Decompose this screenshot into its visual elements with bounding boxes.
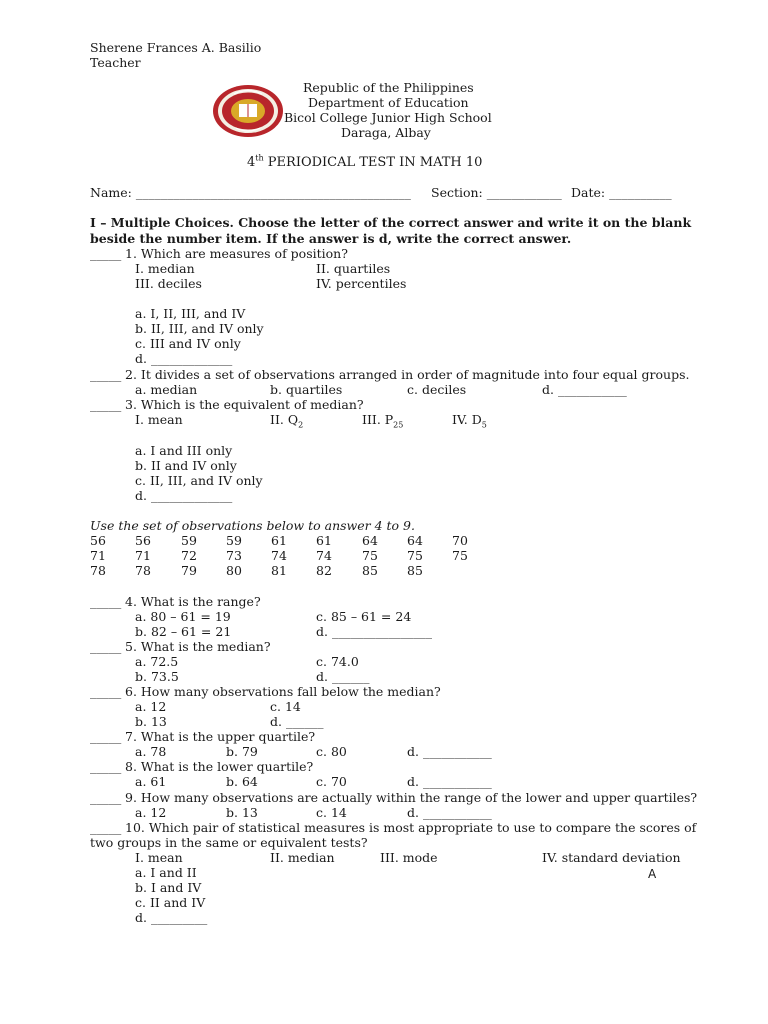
q6-choice-a: a. 12 bbox=[135, 699, 167, 714]
q2-choice-b: b. quartiles bbox=[270, 382, 343, 397]
observation-value: 59 bbox=[226, 533, 242, 548]
q1-item-1: I. median bbox=[135, 261, 195, 276]
q10-choice-c: c. II and IV bbox=[135, 895, 206, 910]
test-title: 4th PERIODICAL TEST IN MATH 10 bbox=[247, 153, 483, 170]
observation-value: 81 bbox=[271, 563, 287, 578]
q1-answer-blank[interactable]: _____ bbox=[90, 246, 122, 261]
q9-choice-c: c. 14 bbox=[316, 805, 347, 820]
q7-answer-blank[interactable]: _____ bbox=[90, 729, 122, 744]
observations-intro: Use the set of observations below to answer 4 to 9. bbox=[90, 518, 415, 533]
location-line: Daraga, Albay bbox=[341, 125, 431, 140]
q6-choice-b: b. 13 bbox=[135, 714, 167, 729]
name-field[interactable]: Name: ____________________________________________ bbox=[90, 185, 411, 200]
q2-choice-a: a. median bbox=[135, 382, 198, 397]
q10-text-line-1: 10. Which pair of statistical measures is most appropriate to use to compare the scores of bbox=[125, 820, 697, 835]
name-label: Name: bbox=[90, 185, 132, 200]
observation-value: 75 bbox=[452, 548, 468, 563]
observation-value: 71 bbox=[90, 548, 106, 563]
instructions-line-2: beside the number item. If the answer is d, write the correct answer. bbox=[90, 231, 572, 246]
q7-choice-c: c. 80 bbox=[316, 744, 347, 759]
q9-choice-b: b. 13 bbox=[226, 805, 258, 820]
section-label: Section: bbox=[431, 185, 483, 200]
observation-value: 61 bbox=[271, 533, 287, 548]
q3-answer-blank[interactable]: _____ bbox=[90, 397, 122, 412]
school-seal-logo bbox=[212, 84, 284, 138]
observation-value: 75 bbox=[362, 548, 378, 563]
q5-choice-c: c. 74.0 bbox=[316, 654, 359, 669]
q8-choice-c: c. 70 bbox=[316, 774, 347, 789]
corner-mark: A bbox=[648, 867, 657, 881]
observation-value: 59 bbox=[181, 533, 197, 548]
q10-choice-a: a. I and II bbox=[135, 865, 197, 880]
observation-value: 64 bbox=[362, 533, 378, 548]
republic-line: Republic of the Philippines bbox=[303, 80, 474, 95]
q1-choice-b: b. II, III, and IV only bbox=[135, 321, 264, 336]
q9-text: 9. How many observations are actually within the range of the lower and upper quartiles? bbox=[125, 790, 698, 805]
observation-value: 72 bbox=[181, 548, 197, 563]
department-line: Department of Education bbox=[308, 95, 469, 110]
q9-choice-d[interactable]: d. ___________ bbox=[407, 805, 492, 820]
q1-choice-a: a. I, II, III, and IV bbox=[135, 306, 246, 321]
q3-item-4: IV. $D_5$ bbox=[452, 412, 487, 430]
q3-choice-d[interactable]: d. _____________ bbox=[135, 488, 233, 503]
q10-answer-blank[interactable]: _____ bbox=[90, 820, 122, 835]
q3-text: 3. Which is the equivalent of median? bbox=[125, 397, 364, 412]
q7-choice-d[interactable]: d. ___________ bbox=[407, 744, 492, 759]
observation-value: 78 bbox=[90, 563, 106, 578]
observation-value: 78 bbox=[135, 563, 151, 578]
q6-choice-c: c. 14 bbox=[270, 699, 301, 714]
q4-choice-d[interactable]: d. ________________ bbox=[316, 624, 432, 639]
teacher-name: Sherene Frances A. Basilio bbox=[90, 40, 262, 55]
q2-choice-c: c. deciles bbox=[407, 382, 467, 397]
q3-item-3: III. $P_{25}$ bbox=[362, 412, 404, 430]
q5-choice-b: b. 73.5 bbox=[135, 669, 179, 684]
q3-item-1: I. mean bbox=[135, 412, 183, 427]
q1-item-2: II. quartiles bbox=[316, 261, 391, 276]
q6-answer-blank[interactable]: _____ bbox=[90, 684, 122, 699]
observation-value: 79 bbox=[181, 563, 197, 578]
observation-value: 73 bbox=[226, 548, 242, 563]
q2-choice-d[interactable]: d. ___________ bbox=[542, 382, 627, 397]
q1-item-3: III. deciles bbox=[135, 276, 202, 291]
q1-choice-d[interactable]: d. _____________ bbox=[135, 351, 233, 366]
q7-choice-b: b. 79 bbox=[226, 744, 258, 759]
q8-choice-b: b. 64 bbox=[226, 774, 258, 789]
observation-value: 74 bbox=[316, 548, 332, 563]
section-field[interactable]: Section: ____________ bbox=[431, 185, 562, 200]
q4-answer-blank[interactable]: _____ bbox=[90, 594, 122, 609]
q5-choice-a: a. 72.5 bbox=[135, 654, 179, 669]
q8-choice-d[interactable]: d. ___________ bbox=[407, 774, 492, 789]
q3-item-2: II. $Q_2$ bbox=[270, 412, 304, 430]
q2-text: 2. It divides a set of observations arranged in order of magnitude into four equal groups. bbox=[125, 367, 690, 382]
observation-value: 64 bbox=[407, 533, 423, 548]
q10-item-1: I. mean bbox=[135, 850, 183, 865]
q7-choice-a: a. 78 bbox=[135, 744, 167, 759]
observation-value: 82 bbox=[316, 563, 332, 578]
q2-answer-blank[interactable]: _____ bbox=[90, 367, 122, 382]
observation-value: 74 bbox=[271, 548, 287, 563]
observation-value: 85 bbox=[407, 563, 423, 578]
q8-text: 8. What is the lower quartile? bbox=[125, 759, 314, 774]
q1-text: 1. Which are measures of position? bbox=[125, 246, 348, 261]
observation-value: 85 bbox=[362, 563, 378, 578]
school-line: Bicol College Junior High School bbox=[284, 110, 492, 125]
q6-text: 6. How many observations fall below the median? bbox=[125, 684, 441, 699]
q10-item-4: IV. standard deviation bbox=[542, 850, 681, 865]
q10-item-2: II. median bbox=[270, 850, 335, 865]
q10-choice-b: b. I and IV bbox=[135, 880, 202, 895]
q1-item-4: IV. percentiles bbox=[316, 276, 407, 291]
q10-item-3: III. mode bbox=[380, 850, 438, 865]
q1-choice-c: c. III and IV only bbox=[135, 336, 241, 351]
q8-answer-blank[interactable]: _____ bbox=[90, 759, 122, 774]
observation-value: 61 bbox=[316, 533, 332, 548]
q8-choice-a: a. 61 bbox=[135, 774, 167, 789]
observation-value: 71 bbox=[135, 548, 151, 563]
q4-text: 4. What is the range? bbox=[125, 594, 261, 609]
observation-value: 56 bbox=[135, 533, 151, 548]
q4-choice-a: a. 80 – 61 = 19 bbox=[135, 609, 231, 624]
q5-answer-blank[interactable]: _____ bbox=[90, 639, 122, 654]
q5-choice-d[interactable]: d. ______ bbox=[316, 669, 370, 684]
q10-text-line-2: two groups in the same or equivalent tests? bbox=[90, 835, 368, 850]
date-field[interactable]: Date: __________ bbox=[571, 185, 672, 200]
q3-choice-c: c. II, III, and IV only bbox=[135, 473, 263, 488]
instructions-line-1: I – Multiple Choices. Choose the letter of the correct answer and write it on the blank bbox=[90, 215, 692, 230]
date-label: Date: bbox=[571, 185, 606, 200]
teacher-role: Teacher bbox=[90, 55, 141, 70]
q3-choice-b: b. II and IV only bbox=[135, 458, 237, 473]
q4-choice-b: b. 82 – 61 = 21 bbox=[135, 624, 232, 639]
q3-choice-a: a. I and III only bbox=[135, 443, 233, 458]
observation-value: 80 bbox=[226, 563, 242, 578]
q5-text: 5. What is the median? bbox=[125, 639, 271, 654]
observation-value: 56 bbox=[90, 533, 106, 548]
q6-choice-d[interactable]: d. ______ bbox=[270, 714, 324, 729]
observation-value: 75 bbox=[407, 548, 423, 563]
q9-answer-blank[interactable]: _____ bbox=[90, 790, 122, 805]
observation-value: 70 bbox=[452, 533, 468, 548]
q10-choice-d[interactable]: d. _________ bbox=[135, 910, 208, 925]
q4-choice-c: c. 85 – 61 = 24 bbox=[316, 609, 412, 624]
q7-text: 7. What is the upper quartile? bbox=[125, 729, 316, 744]
q9-choice-a: a. 12 bbox=[135, 805, 167, 820]
